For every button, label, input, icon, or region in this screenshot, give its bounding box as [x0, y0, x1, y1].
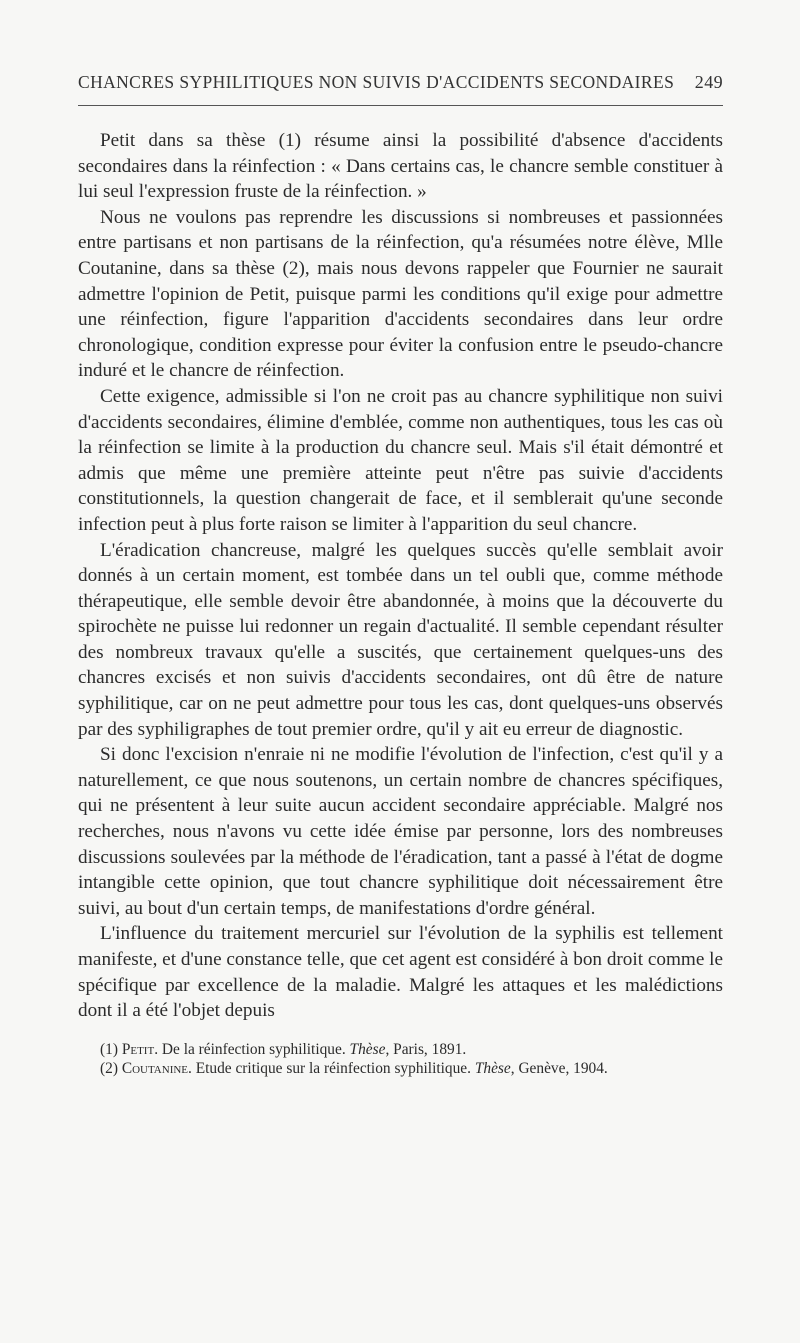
paragraph: Nous ne voulons pas reprendre les discussions si nombreuses et passionnées entre partisans et non partisans de la réinfection, qu'a résumées notre élève, Mlle Coutanine, dans sa thèse (2), mais nous devons rappeler que Fournier ne saurait admettre l'opinion de Petit, puisque parmi les conditions qu'il exige pour admettre une réinfection, figure l'apparition d'accidents secondaires dans leur ordre chronologique, condition expresse pour éviter la confusion entre le pseudo-chancre induré et le chancre de réinfection.: [78, 206, 723, 382]
running-header: [78, 72, 723, 106]
footnote-text: , Genève, 1904.: [510, 1059, 608, 1077]
footnote-italic: Thèse: [349, 1040, 386, 1058]
footnotes: [78, 1040, 723, 1078]
footnote-marker: (1): [100, 1040, 118, 1058]
footnote-author: Coutanine: [121, 1059, 189, 1077]
footnote-text: . De la réinfection syphilitique.: [154, 1040, 350, 1058]
book-page: [78, 72, 723, 1078]
footnote-author: Petit: [121, 1040, 155, 1058]
paragraph: L'éradication chancreuse, malgré les quelques succès qu'elle semblait avoir donnés à un certain moment, est tombée dans un tel oubli que, comme méthode thérapeutique, elle semble devoir être abandonnée, à moins que la découverte du spirochète ne puisse lui redonner un regain d'actualité. Il semble cependant résulter des nombreux travaux qu'elle a suscités, que certainement quelques-uns des chancres excisés et non suivis d'accidents secondaires, ont dû être de nature syphilitique, car on ne peut admettre pour tous les cas, dont quelques-uns observés par des syphiligraphes de tout premier ordre, qu'il y ait eu erreur de diagnostic.: [78, 539, 723, 740]
paragraph: Cette exigence, admissible si l'on ne croit pas au chancre syphilitique non suivi d'accidents secondaires, élimine d'emblée, comme non authentiques, tous les cas où la réinfection se limite à la production du chancre seul. Mais s'il était démontré et admis que même une première atteinte peut n'être pas suivie d'accidents constitutionnels, la question changerait de face, et il semblerait qu'une seconde infection peut à plus forte raison se limiter à l'apparition du seul chancre.: [78, 385, 723, 535]
footnote-text: . Etude critique sur la réinfection syphilitique.: [188, 1059, 475, 1077]
footnote: [78, 1040, 723, 1059]
footnote-marker: (2): [100, 1059, 118, 1077]
running-title: CHANCRES SYPHILITIQUES NON SUIVIS D'ACCIDENTS SECONDAIRES: [78, 72, 675, 92]
footnote-italic: Thèse: [474, 1059, 511, 1077]
paragraph: L'influence du traitement mercuriel sur l'évolution de la syphilis est tellement manifeste, et d'une constance telle, que cet agent est considéré à bon droit comme le spécifique par excellence de la maladie. Malgré les attaques et les malédictions dont il a été l'objet depuis: [78, 923, 723, 1022]
page-number: 249: [694, 72, 723, 92]
paragraph: Si donc l'excision n'enraie ni ne modifie l'évolution de l'infection, c'est qu'il y a naturellement, ce que nous soutenons, un certain nombre de chancres spécifiques, qui ne présentent à leur suite aucun accident secondaire appréciable. Malgré nos recherches, nous n'avons vu cette idée émise par personne, lors des nombreuses discussions soulevées par la méthode de l'éradication, tant a passé à l'état de dogme intangible cette opinion, que tout chancre syphilitique doit nécessairement être suivi, au bout d'un certain temps, de manifestations d'ordre général.: [78, 744, 723, 919]
paragraph: Petit dans sa thèse (1) résume ainsi la possibilité d'absence d'accidents secondaires dans la réinfection : « Dans certains cas, le chancre semble constituer à lui seul l'expression fruste de la réinfection. »: [78, 130, 723, 203]
body-text: [78, 128, 723, 1024]
footnote-text: , Paris, 1891.: [385, 1040, 467, 1058]
footnote: [78, 1059, 723, 1078]
